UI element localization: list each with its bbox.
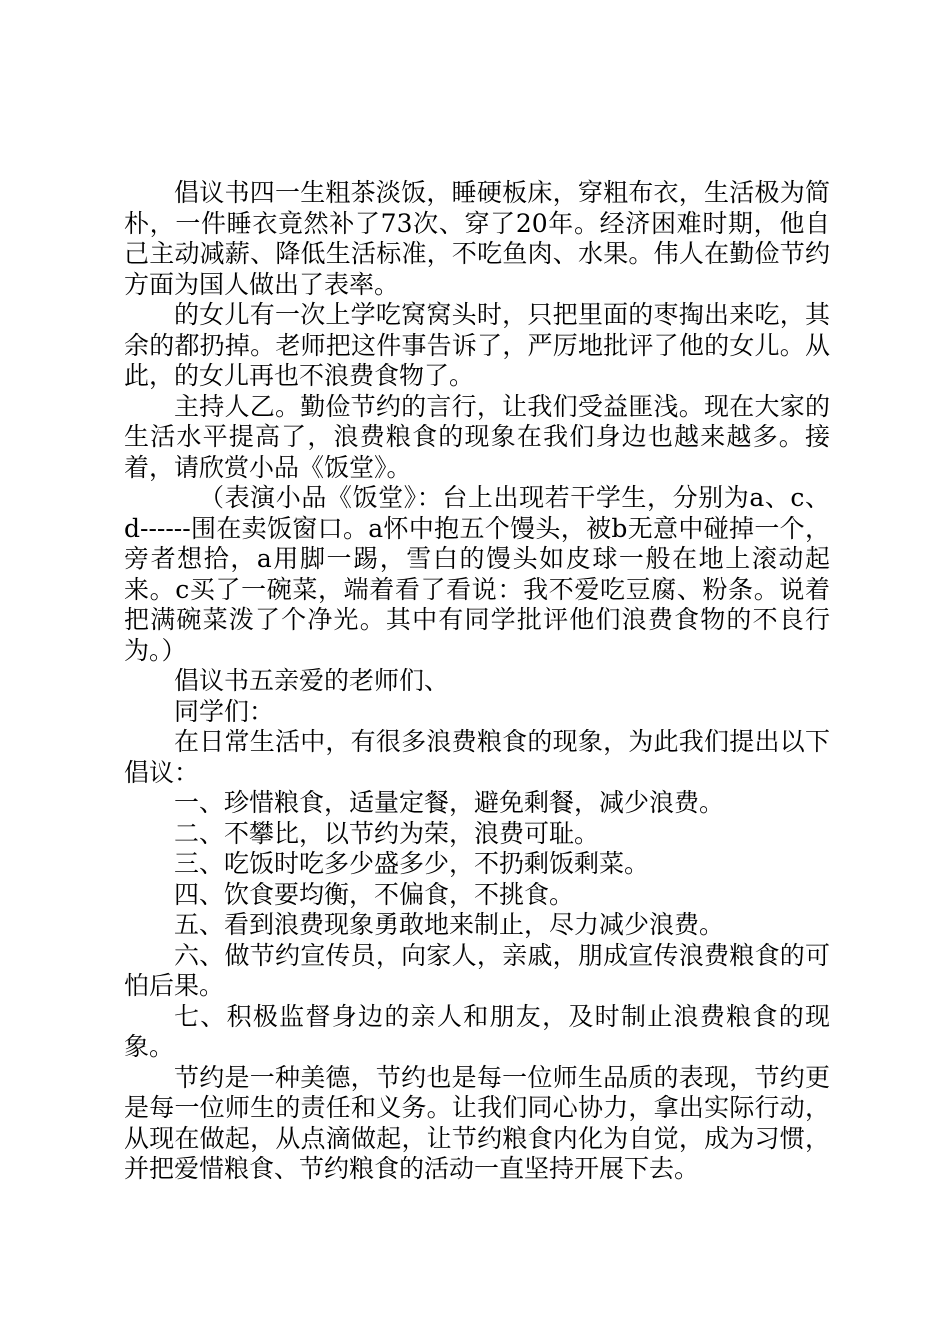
paragraph-proposal-five-title: 倡议书五亲爱的老师们、 xyxy=(174,666,450,695)
document-body xyxy=(124,178,830,1185)
proposal-item-2: 二、不攀比，以节约为荣，浪费可耻。 xyxy=(174,818,600,848)
paragraph-host-b: 主持人乙。勤俭节约的言行，让我们受益匪浅。现在大家的生活水平提高了，浪费粮食的现象在我们身边也越来越多。接着，请欣赏小品《饭堂》。 xyxy=(124,391,830,482)
paragraph-skit: （表演小品《饭堂》：台上出现若干学生，分别为a、c、d------围在卖饭窗口。a怀中抱五个馒头，被b无意中碰掉一个，旁者想拾，a用脚一踢，雪白的馒头如皮球一般在地上滚动起来。c买了一碗菜，端着看了看说：我不爱吃豆腐、粉条。说着把满碗菜泼了个净光。其中有同学批评他们浪费食物的不良行为。） xyxy=(124,483,830,665)
proposal-item-4: 四、饮食要均衡，不偏食，不挑食。 xyxy=(174,879,575,909)
proposal-item-6: 六、做节约宣传员，向家人，亲戚，朋成宣传浪费粮食的可怕后果。 xyxy=(124,940,830,1000)
proposal-item-7: 七、积极监督身边的亲人和朋友，及时制止浪费粮食的现象。 xyxy=(124,1001,830,1061)
proposal-item-1: 一、珍惜粮食，适量定餐，避免剩餐，减少浪费。 xyxy=(174,788,725,817)
paragraph-greeting: 同学们： xyxy=(174,696,275,726)
paragraph-closing: 节约是一种美德，节约也是每一位师生品质的表现，节约更是每一位师生的责任和义务。让我们同心协力，拿出实际行动，从现在做起，从点滴做起，让节约粮食内化为自觉，成为习惯，并把爱惜粮食、节约粮食的活动一直坚持开展下去。 xyxy=(124,1062,830,1183)
paragraph-example-frugality: 倡议书四一生粗茶淡饭，睡硬板床，穿粗布衣，生活极为简朴，一件睡衣竟然补了73次、穿了20年。经济困难时期，他自己主动减薪、降低生活标准，不吃鱼肉、水果。伟人在勤俭节约方面为国人做出了表率。 xyxy=(124,178,830,299)
paragraph-intro: 在日常生活中，有很多浪费粮食的现象，为此我们提出以下倡议： xyxy=(124,727,830,787)
paragraph-daughter-story: 的女儿有一次上学吃窝窝头时，只把里面的枣掏出来吃，其余的都扔掉。老师把这件事告诉了，严厉地批评了他的女儿。从此，的女儿再也不浪费食物了。 xyxy=(124,300,830,390)
proposal-item-5: 五、看到浪费现象勇敢地来制止，尽力减少浪费。 xyxy=(174,910,725,939)
proposal-item-3: 三、吃饭时吃多少盛多少，不扔剩饭剩菜。 xyxy=(174,849,650,878)
